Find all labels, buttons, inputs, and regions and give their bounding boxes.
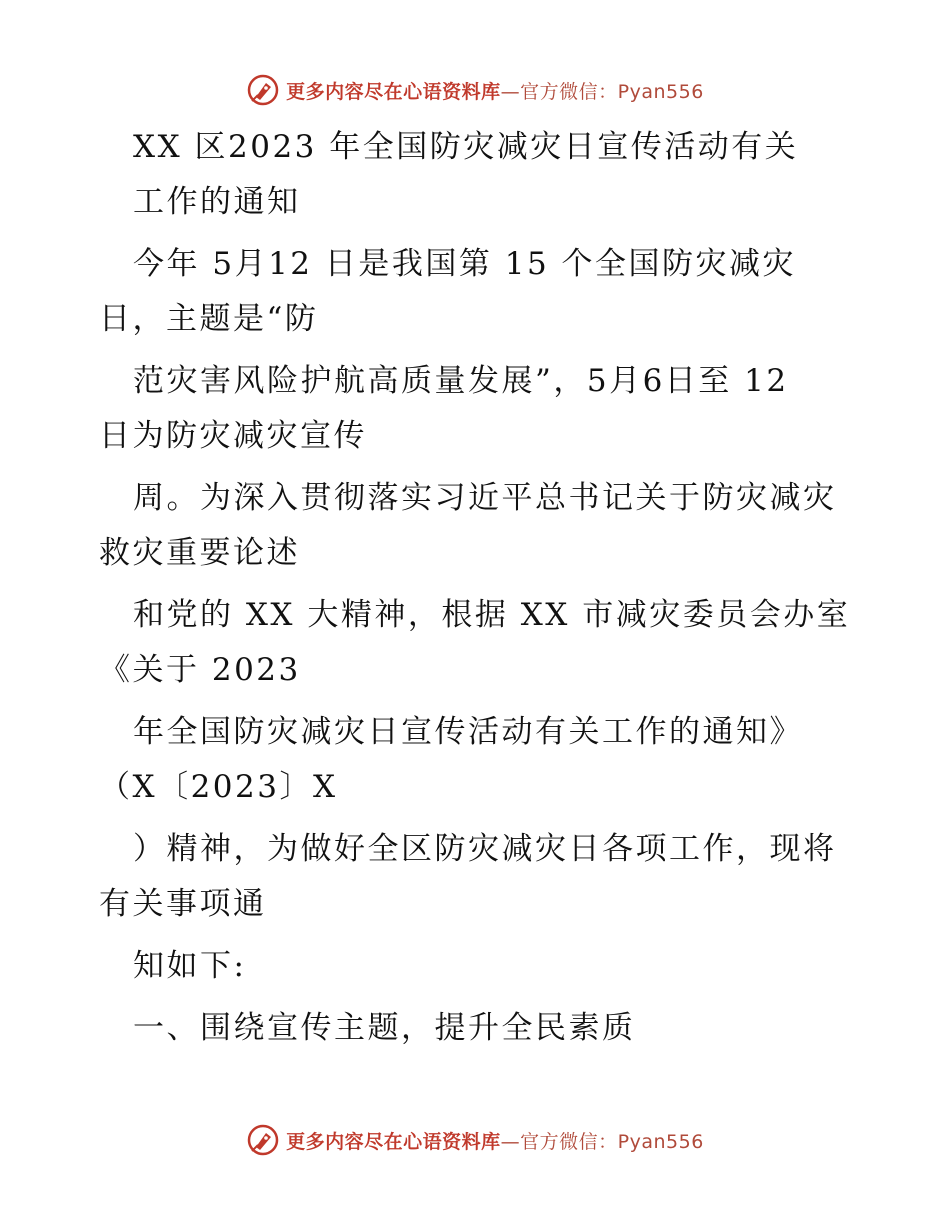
watermark-dash: — xyxy=(500,80,521,103)
paragraph-line: 周。为深入贯彻落实习近平总书记关于防灾减灾 xyxy=(133,480,837,516)
watermark-sub-text: 官方微信：Pyan556 xyxy=(520,80,704,103)
paragraph-line: ）精神，为做好全区防灾减灾日各项工作，现将 xyxy=(133,831,837,867)
document-title-line-1: XX 区2023 年全国防灾减灾日宣传活动有关 xyxy=(133,129,799,165)
pen-nib-logo-icon xyxy=(246,73,280,107)
paragraph-line: 知如下: xyxy=(133,948,247,984)
paragraph-line: 《关于 2023 xyxy=(99,652,301,688)
paragraph-line: 今年 5月12 日是我国第 15 个全国防灾减灾 xyxy=(133,246,797,282)
watermark-main-text: 更多内容尽在心语资料库 xyxy=(286,1130,501,1153)
header-watermark xyxy=(0,70,950,110)
paragraph-line: （X〔2023〕X xyxy=(99,769,338,805)
paragraph-line: 日为防灾减灾宣传 xyxy=(99,418,367,454)
watermark-sub-text: 官方微信：Pyan556 xyxy=(520,1130,704,1153)
paragraph-line: 和党的 XX 大精神，根据 XX 市减灾委员会办室 xyxy=(133,597,851,633)
paragraph-line: 年全国防灾减灾日宣传活动有关工作的通知》 xyxy=(133,714,803,750)
watermark-text xyxy=(286,77,704,104)
paragraph-line: 救灾重要论述 xyxy=(99,535,300,571)
watermark-dash: — xyxy=(500,1130,521,1153)
watermark-text xyxy=(286,1127,704,1154)
pen-nib-logo-icon xyxy=(246,1123,280,1157)
document-title-line-2: 工作的通知 xyxy=(133,184,301,220)
paragraph-line: 有关事项通 xyxy=(99,886,267,922)
section-heading: 一、围绕宣传主题，提升全民素质 xyxy=(133,1010,636,1046)
paragraph-line: 范灾害风险护航高质量发展”，5月6日至 12 xyxy=(133,363,789,399)
paragraph-line: 日，主题是“防 xyxy=(99,301,319,337)
watermark-main-text: 更多内容尽在心语资料库 xyxy=(286,80,501,103)
footer-watermark xyxy=(0,1120,950,1160)
